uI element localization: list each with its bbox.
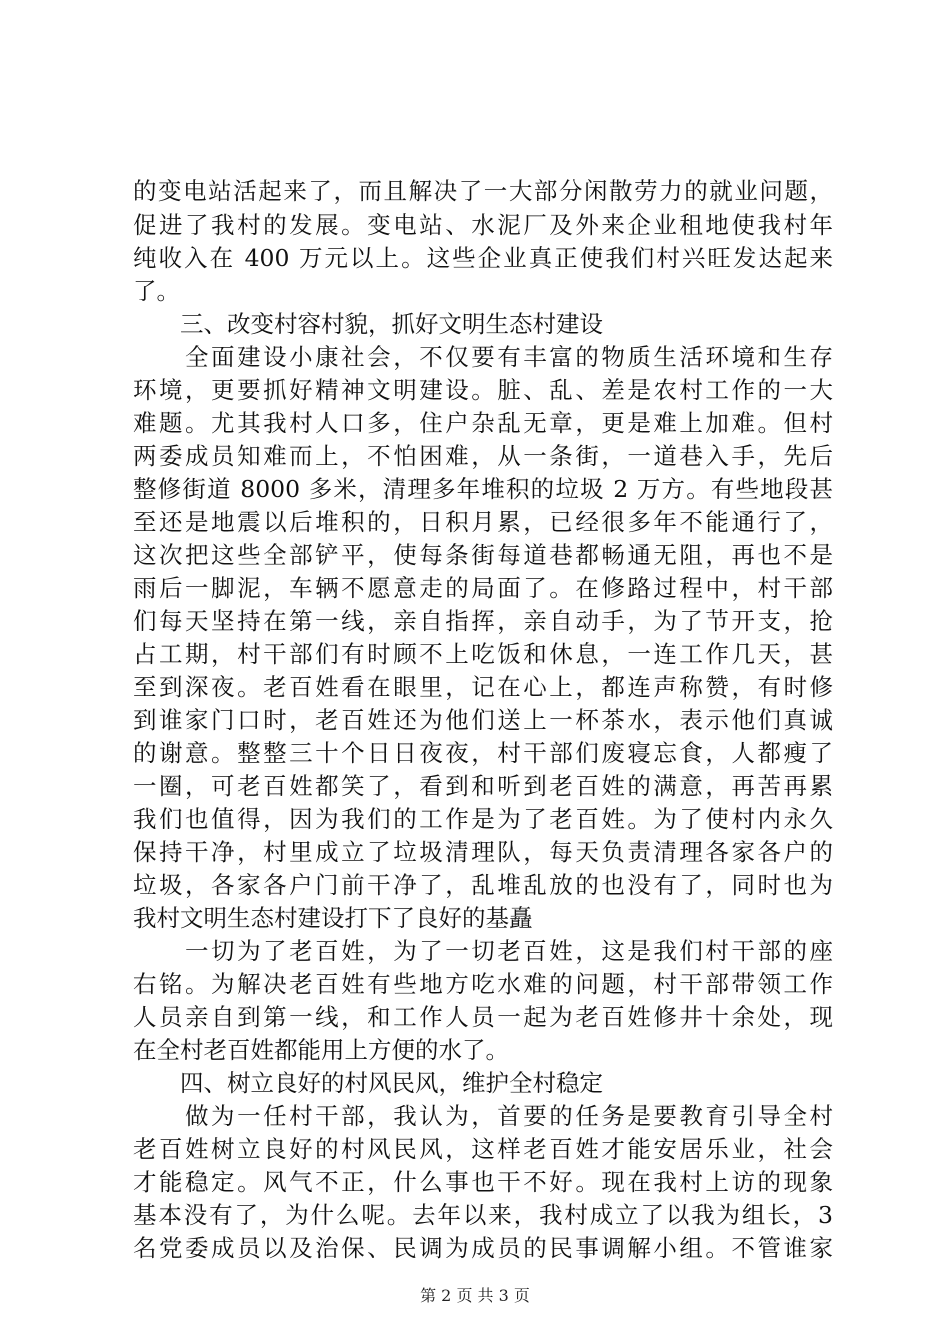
text-line: 占工期，村干部们有时顾不上吃饭和休息，一连工作几天，甚 [133,640,833,668]
text-line: 至到深夜。老百姓看在眼里，记在心上，都连声称赞，有时修 [133,673,833,701]
text-line: 保持干净，村里成立了垃圾清理队，每天负责清理各家各户的 [133,838,833,866]
text-line: 做为一任村干部，我认为，首要的任务是要教育引导全村 [133,1102,833,1130]
text-line: 雨后一脚泥，车辆不愿意走的局面了。在修路过程中，村干部 [133,574,833,602]
text-line: 一圈，可老百姓都笑了，看到和听到老百姓的满意，再苦再累 [133,772,833,800]
text-line: 了。 [133,277,180,305]
text-line: 右铭。为解决老百姓有些地方吃水难的问题，村干部带领工作 [133,970,833,998]
text-line: 两委成员知难而上，不怕困难，从一条街，一道巷入手，先后 [133,442,833,470]
text-line: 才能稳定。风气不正，什么事也干不好。现在我村上访的现象 [133,1168,833,1196]
text-line: 我们也值得，因为我们的工作是为了老百姓。为了使村内永久 [133,805,833,833]
text-line: 促进了我村的发展。变电站、水泥厂及外来企业租地使我村年 [133,211,833,239]
text-line: 环境，更要抓好精神文明建设。脏、乱、差是农村工作的一大 [133,376,833,404]
text-line: 这次把这些全部铲平，使每条街每道巷都畅通无阻，再也不是 [133,541,833,569]
text-line: 难题。尤其我村人口多，住户杂乱无章，更是难上加难。但村 [133,409,833,437]
section-heading: 三、改变村容村貌，抓好文明生态村建设 [133,310,603,338]
text-line: 老百姓树立良好的村风民风，这样老百姓才能安居乐业，社会 [133,1135,833,1163]
text-line: 全面建设小康社会，不仅要有丰富的物质生活环境和生存 [133,343,833,371]
text-line: 人员亲自到第一线，和工作人员一起为老百姓修井十余处，现 [133,1003,833,1031]
text-line: 纯收入在 400 万元以上。这些企业真正使我们村兴旺发达起来 [133,244,833,272]
page-footer: 第 2 页 共 3 页 [420,1286,530,1305]
text-line: 我村文明生态村建设打下了良好的基矗 [133,904,533,932]
text-line: 一切为了老百姓，为了一切老百姓，这是我们村干部的座 [133,937,833,965]
text-line: 名党委成员以及治保、民调为成员的民事调解小组。不管谁家 [133,1234,833,1262]
text-line: 的变电站活起来了，而且解决了一大部分闲散劳力的就业问题， [133,177,833,205]
text-line: 基本没有了，为什么呢。去年以来，我村成立了以我为组长，3 [133,1201,833,1229]
text-line: 垃圾，各家各户门前干净了，乱堆乱放的也没有了，同时也为 [133,871,833,899]
text-line: 们每天坚持在第一线，亲自指挥，亲自动手，为了节开支，抢 [133,607,833,635]
text-line: 整修街道 8000 多米，清理多年堆积的垃圾 2 万方。有些地段甚 [133,475,833,503]
text-line: 的谢意。整整三十个日日夜夜，村干部们废寝忘食，人都瘦了 [133,739,833,767]
text-line: 到谁家门口时，老百姓还为他们送上一杯茶水，表示他们真诚 [133,706,833,734]
text-line: 在全村老百姓都能用上方便的水了。 [133,1036,509,1064]
section-heading: 四、树立良好的村风民风，维护全村稳定 [133,1069,603,1097]
text-line: 至还是地震以后堆积的，日积月累，已经很多年不能通行了， [133,508,833,536]
